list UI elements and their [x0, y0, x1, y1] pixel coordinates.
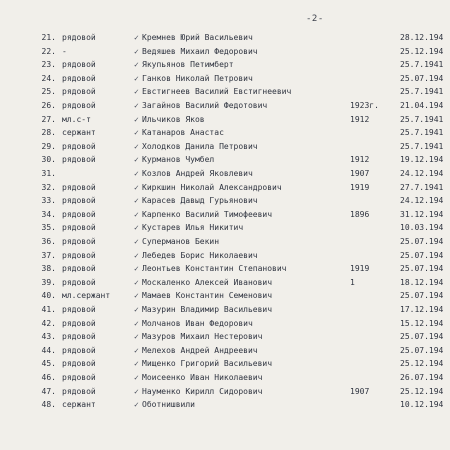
row-rank: рядовой	[62, 182, 96, 192]
row-name: Мазурин Владимир Васильевич	[142, 305, 273, 314]
row-date: 25.07.194	[400, 237, 444, 246]
table-row	[0, 100, 450, 112]
row-name: Ганков Николай Петрович	[142, 73, 253, 83]
table-row	[0, 59, 450, 71]
row-name: Киркшин Николай Александрович	[142, 182, 282, 192]
row-date: 15.12.194	[400, 318, 444, 328]
row-tick-mark: ✓	[134, 223, 139, 233]
row-tick-mark: ✓	[134, 386, 139, 396]
row-name: Суперманов Бекин	[142, 237, 220, 246]
row-year: 1907	[350, 169, 370, 178]
row-name: Мищенко Григорий Васильевич	[142, 359, 273, 369]
row-date: 25.12.194	[400, 46, 444, 56]
table-row	[0, 250, 450, 262]
row-tick-mark: ✓	[134, 359, 139, 369]
row-name: Науменко Кирилл Сидорович	[142, 386, 263, 396]
row-number: 26.	[41, 101, 56, 110]
row-number: 21.	[41, 33, 56, 42]
row-name: Якупьянов Петимберт	[142, 60, 234, 70]
row-number: 47.	[41, 386, 56, 396]
row-rank: рядовой	[62, 345, 96, 355]
row-year: 1912	[350, 155, 370, 165]
row-rank: рядовой	[62, 196, 96, 206]
row-tick-mark: ✓	[134, 373, 139, 382]
row-rank: рядовой	[62, 386, 96, 396]
row-year: 1919	[350, 264, 370, 274]
row-rank: рядовой	[62, 250, 96, 260]
table-row	[0, 331, 450, 343]
row-number: 24.	[41, 73, 56, 83]
row-date: 25.07.194	[400, 291, 444, 301]
row-number: 22.	[41, 46, 56, 56]
row-number: 25.	[41, 87, 56, 97]
row-name: Козлов Андрей Яковлевич	[142, 169, 253, 178]
row-tick-mark: ✓	[134, 73, 139, 83]
row-tick-mark: ✓	[134, 87, 139, 97]
table-row	[0, 73, 450, 85]
row-date: 25.07.194	[400, 332, 444, 342]
row-name: Мелехов Андрей Андреевич	[142, 345, 258, 355]
row-name: Мамаев Константин Семенович	[142, 291, 273, 301]
row-rank: сержант	[62, 128, 96, 138]
table-row	[0, 154, 450, 166]
row-year: 1907	[350, 386, 370, 396]
row-tick-mark: ✓	[134, 237, 139, 246]
row-date: 25.07.194	[400, 73, 444, 83]
row-number: 45.	[41, 359, 56, 369]
row-name: Молчанов Иван Федорович	[142, 318, 253, 328]
row-date: 10.03.194	[400, 223, 444, 233]
table-row	[0, 399, 450, 411]
row-rank: рядовой	[62, 223, 96, 233]
row-number: 30.	[41, 155, 56, 165]
row-name: Евстигнеев Василий Евстигнеевич	[142, 87, 292, 97]
row-rank: мл.с-т	[62, 114, 91, 124]
table-row	[0, 290, 450, 302]
row-tick-mark: ✓	[134, 60, 139, 70]
table-row	[0, 127, 450, 139]
row-name: Ведяшев Михаил Федорович	[142, 46, 258, 56]
row-number: 38.	[41, 264, 56, 274]
row-tick-mark: ✓	[134, 264, 139, 274]
row-rank: рядовой	[62, 237, 96, 246]
row-tick-mark: ✓	[134, 169, 139, 178]
row-date: 17.12.194	[400, 305, 444, 314]
row-rank: -	[62, 46, 67, 56]
table-row	[0, 304, 450, 316]
table-row	[0, 358, 450, 370]
row-name: Карасев Давыд Гурьянович	[142, 196, 258, 206]
row-number: 48.	[41, 400, 56, 410]
row-name: Катанаров Анастас	[142, 128, 224, 138]
table-row	[0, 345, 450, 357]
row-number: 36.	[41, 237, 56, 246]
table-row	[0, 46, 450, 58]
row-name: Мазуров Михаил Нестерович	[142, 332, 263, 342]
row-date: 25.07.194	[400, 250, 444, 260]
table-row	[0, 114, 450, 126]
row-rank: рядовой	[62, 305, 96, 314]
row-number: 44.	[41, 345, 56, 355]
row-tick-mark: ✓	[134, 155, 139, 165]
row-number: 35.	[41, 223, 56, 233]
table-row	[0, 86, 450, 98]
row-rank: рядовой	[62, 73, 96, 83]
table-row	[0, 141, 450, 153]
row-date: 25.7.1941	[400, 128, 444, 138]
row-tick-mark: ✓	[134, 332, 139, 342]
row-tick-mark: ✓	[134, 128, 139, 138]
row-name: Кустарев Илья Никитич	[142, 223, 244, 233]
row-rank: рядовой	[62, 264, 96, 274]
row-tick-mark: ✓	[134, 400, 139, 410]
row-number: 42.	[41, 318, 56, 328]
row-tick-mark: ✓	[134, 250, 139, 260]
row-date: 24.12.194	[400, 169, 444, 178]
row-rank: рядовой	[62, 101, 96, 110]
row-date: 25.7.1941	[400, 141, 444, 151]
row-tick-mark: ✓	[134, 182, 139, 192]
row-date: 18.12.194	[400, 277, 444, 287]
row-number: 37.	[41, 250, 56, 260]
table-row	[0, 386, 450, 398]
row-name: Оботнишвили	[142, 400, 195, 410]
row-tick-mark: ✓	[134, 101, 139, 110]
row-tick-mark: ✓	[134, 277, 139, 287]
table-row	[0, 236, 450, 248]
row-name: Лебедев Борис Николаевич	[142, 250, 258, 260]
page-number: -2-	[306, 14, 324, 24]
table-row	[0, 318, 450, 330]
row-name: Москаленко Алексей Иванович	[142, 277, 273, 287]
row-number: 33.	[41, 196, 56, 206]
row-name: Ильчиков Яков	[142, 114, 205, 124]
table-row	[0, 222, 450, 234]
row-rank: рядовой	[62, 141, 96, 151]
row-number: 34.	[41, 209, 56, 219]
table-row	[0, 32, 450, 44]
row-tick-mark: ✓	[134, 33, 139, 42]
table-row	[0, 182, 450, 194]
table-row	[0, 195, 450, 207]
row-date: 25.7.1941	[400, 114, 444, 124]
row-rank: рядовой	[62, 60, 96, 70]
row-number: 43.	[41, 332, 56, 342]
row-name: Леонтьев Константин Степанович	[142, 264, 287, 274]
row-rank: рядовой	[62, 332, 96, 342]
row-year: 1912	[350, 114, 370, 124]
row-number: 28.	[41, 128, 56, 138]
row-date: 24.12.194	[400, 196, 444, 206]
row-rank: мл.сержант	[62, 291, 111, 301]
row-year: 1	[350, 277, 355, 287]
row-tick-mark: ✓	[134, 114, 139, 124]
row-number: 39.	[41, 277, 56, 287]
row-number: 31.	[41, 169, 56, 178]
row-date: 19.12.194	[400, 155, 444, 165]
row-rank: рядовой	[62, 209, 96, 219]
row-tick-mark: ✓	[134, 46, 139, 56]
row-date: 25.7.1941	[400, 60, 444, 70]
row-date: 27.7.1941	[400, 182, 444, 192]
row-rank: рядовой	[62, 359, 96, 369]
row-tick-mark: ✓	[134, 141, 139, 151]
row-tick-mark: ✓	[134, 291, 139, 301]
row-name: Моисеенко Иван Николаевич	[142, 373, 263, 382]
row-name: Кремнев Юрий Васильевич	[142, 33, 253, 42]
row-name: Холодков Данила Петрович	[142, 141, 258, 151]
row-name: Карпенко Василий Тимофеевич	[142, 209, 273, 219]
row-date: 25.12.194	[400, 359, 444, 369]
row-year: 1896	[350, 209, 370, 219]
row-rank: рядовой	[62, 373, 96, 382]
row-rank: рядовой	[62, 33, 96, 42]
row-date: 25.07.194	[400, 264, 444, 274]
table-row	[0, 277, 450, 289]
row-date: 10.12.194	[400, 400, 444, 410]
row-tick-mark: ✓	[134, 305, 139, 314]
row-number: 41.	[41, 305, 56, 314]
row-rank: сержант	[62, 400, 96, 410]
table-row	[0, 168, 450, 180]
table-row	[0, 209, 450, 221]
row-rank: рядовой	[62, 277, 96, 287]
row-date: 26.07.194	[400, 373, 444, 382]
row-rank: рядовой	[62, 318, 96, 328]
row-number: 40.	[41, 291, 56, 301]
row-number: 32.	[41, 182, 56, 192]
row-name: Загайнов Василий Федотович	[142, 101, 268, 110]
row-date: 25.7.1941	[400, 87, 444, 97]
row-date: 25.07.194	[400, 345, 444, 355]
row-name: Курманов Чумбел	[142, 155, 215, 165]
row-number: 46.	[41, 373, 56, 382]
row-number: 27.	[41, 114, 56, 124]
row-date: 25.12.194	[400, 386, 444, 396]
table-row	[0, 372, 450, 384]
row-year: 1923г.	[350, 101, 379, 110]
row-date: 28.12.194	[400, 33, 444, 42]
row-number: 23.	[41, 60, 56, 70]
row-year: 1919	[350, 182, 370, 192]
row-rank: рядовой	[62, 155, 96, 165]
row-tick-mark: ✓	[134, 318, 139, 328]
row-date: 21.04.194	[400, 101, 444, 110]
row-tick-mark: ✓	[134, 196, 139, 206]
row-tick-mark: ✓	[134, 345, 139, 355]
row-rank: рядовой	[62, 87, 96, 97]
row-tick-mark: ✓	[134, 209, 139, 219]
table-row	[0, 263, 450, 275]
row-number: 29.	[41, 141, 56, 151]
row-date: 31.12.194	[400, 209, 444, 219]
